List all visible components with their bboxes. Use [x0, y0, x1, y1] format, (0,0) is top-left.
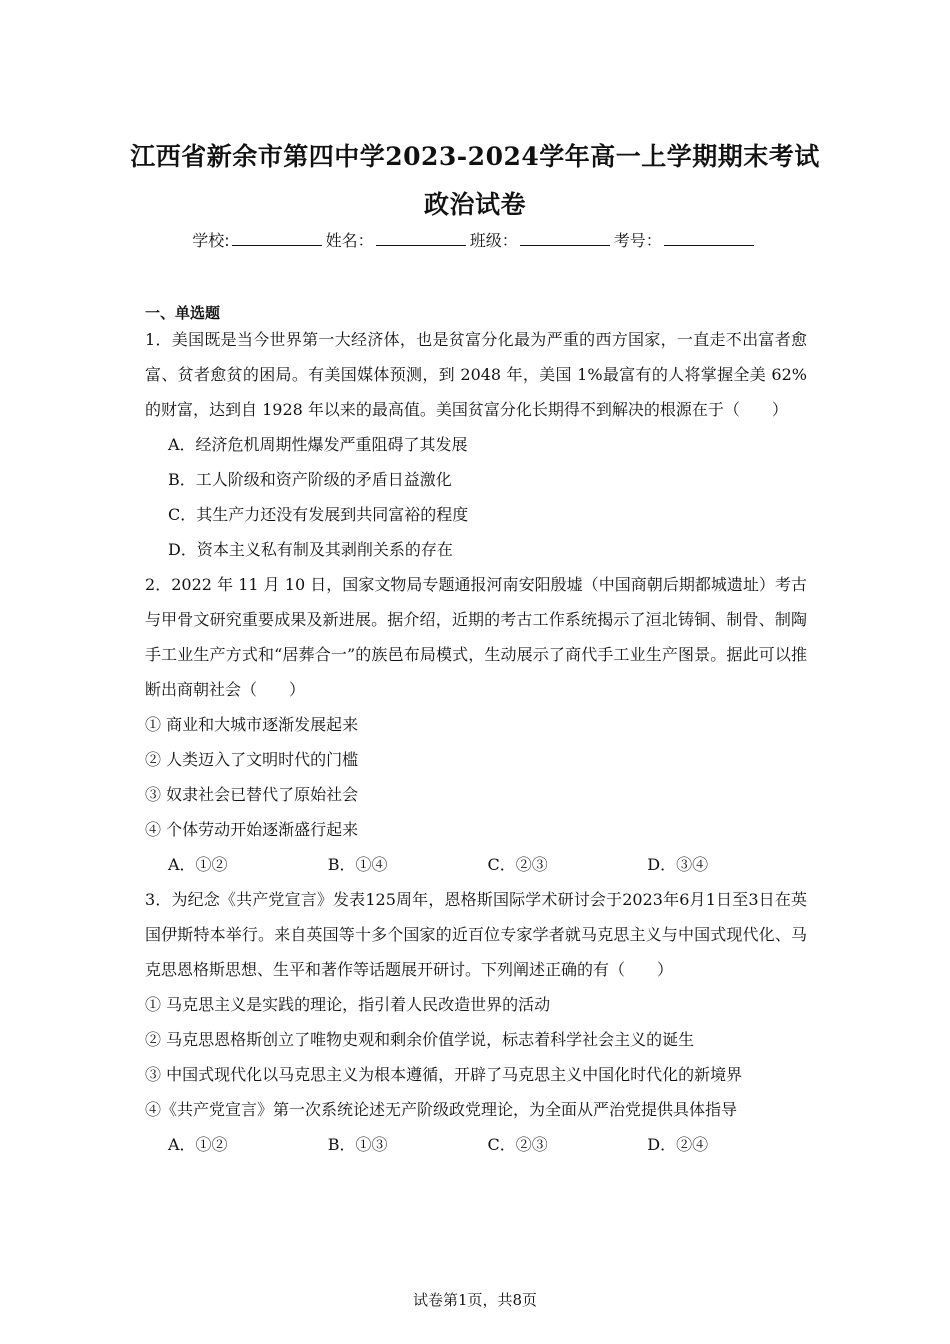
option-c: C．②③: [487, 855, 548, 874]
statement-2: ② 马克思恩格斯创立了唯物史观和剩余价值学说，标志着科学社会主义的诞生: [145, 1030, 695, 1049]
exam-title: 江西省新余市第四中学2023-2024学年高一上学期期末考试: [130, 142, 820, 171]
question-1: [145, 322, 807, 567]
options-row: [145, 847, 807, 882]
class-blank: [520, 231, 610, 246]
option-b: B．①③: [327, 1135, 388, 1154]
option-b: B．①④: [327, 855, 388, 874]
class-label: 班级：: [469, 231, 518, 250]
statement-4: ④ 个体劳动开始逐渐盛行起来: [145, 820, 359, 839]
option-a: A．经济危机周期性爆发严重阻碍了其发展: [168, 435, 468, 454]
name-label: 姓名：: [325, 231, 374, 250]
student-info-line: [0, 228, 950, 251]
option-d: D．②④: [647, 1135, 709, 1154]
option-d: D．资本主义私有制及其剥削关系的存在: [168, 540, 453, 559]
school-blank: [232, 231, 322, 246]
number-label: 考号：: [613, 231, 662, 250]
option-b: B．工人阶级和资产阶级的矛盾日益激化: [168, 470, 452, 489]
question-stem: 2．2022 年 11 月 10 日，国家文物局专题通报河南安阳殷墟（中国商朝后期都城遗址）考古与甲骨文研究重要成果及新进展。据介绍，近期的考古工作系统揭示了洹北铸铜、制骨、制陶手工业生产方式和“居葬合一”的族邑布局模式，生动展示了商代手工业生产图景。据此可以推断出商朝社会（ ）: [145, 575, 807, 699]
option-d: D．③④: [647, 855, 709, 874]
statement-2: ② 人类迈入了文明时代的门槛: [145, 750, 359, 769]
option-a: A．①②: [168, 855, 228, 874]
statement-3: ③ 中国式现代化以马克思主义为根本遵循，开辟了马克思主义中国化时代化的新境界: [145, 1065, 743, 1084]
option-c: C．其生产力还没有发展到共同富裕的程度: [168, 505, 469, 524]
name-blank: [376, 231, 466, 246]
option-a: A．①②: [168, 1135, 228, 1154]
number-blank: [664, 231, 754, 246]
options-row: [145, 1127, 807, 1162]
section-title: 一、单选题: [145, 304, 221, 322]
question-2: [145, 567, 807, 882]
question-stem: 3．为纪念《共产党宣言》发表125周年，恩格斯国际学术研讨会于2023年6月1日至3日在英国伊斯特本举行。来自英国等十多个国家的近百位专家学者就马克思主义与中国式现代化、马克思恩格斯思想、生平和著作等话题展开研讨。下列阐述正确的有（ ）: [145, 890, 807, 979]
statement-3: ③ 奴隶社会已替代了原始社会: [145, 785, 359, 804]
statement-4: ④《共产党宣言》第一次系统论述无产阶级政党理论，为全面从严治党提供具体指导: [145, 1100, 738, 1119]
question-3: [145, 882, 807, 1162]
statement-1: ① 马克思主义是实践的理论，指引着人民改造世界的活动: [145, 995, 551, 1014]
option-c: C．②③: [487, 1135, 548, 1154]
questions-area: [145, 322, 807, 1162]
school-label: 学校:: [192, 231, 230, 250]
statement-1: ① 商业和大城市逐渐发展起来: [145, 715, 359, 734]
page-footer: 试卷第1页，共8页: [412, 1291, 538, 1309]
exam-subject-title: 政治试卷: [423, 190, 526, 219]
question-stem: 1．美国既是当今世界第一大经济体，也是贫富分化最为严重的西方国家，一直走不出富者愈富、贫者愈贫的困局。有美国媒体预测，到 2048 年，美国 1%最富有的人将掌握全美 62%的财富，达到自 1928 年以来的最高值。美国贫富分化长期得不到解决的根源在于（ ）: [145, 330, 807, 419]
